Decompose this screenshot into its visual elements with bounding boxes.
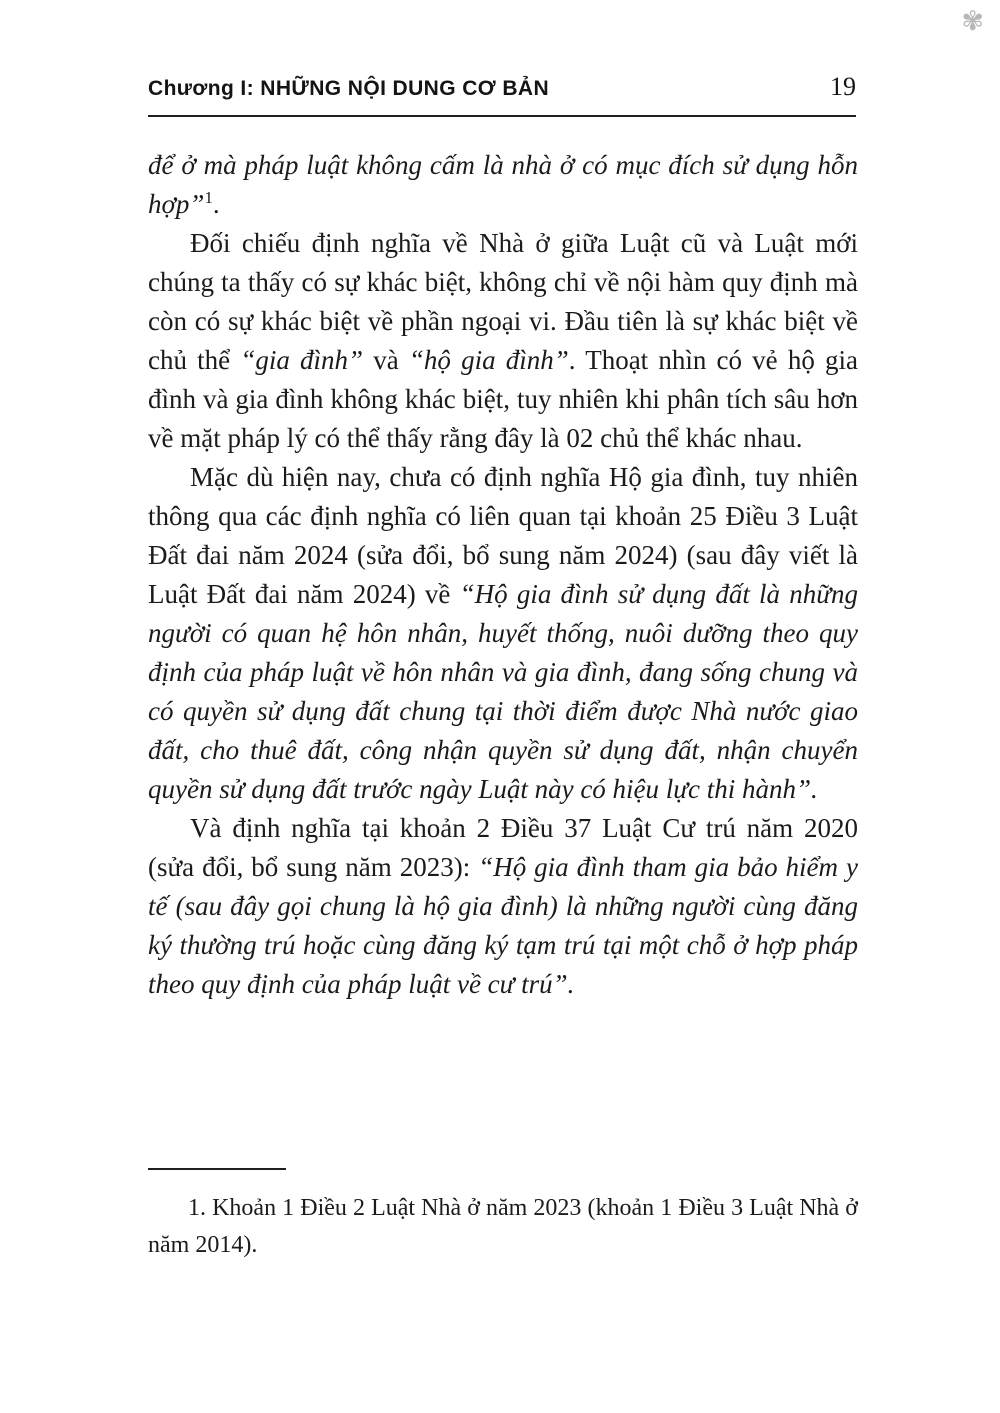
body-text: [148, 146, 858, 1004]
text-run: “hộ gia đình”: [408, 345, 569, 375]
text-run: để ở mà pháp luật không cấm là nhà ở có mục đích sử dụng hỗn hợp”: [148, 150, 858, 219]
paragraph: [148, 458, 858, 809]
page-header: [148, 72, 856, 117]
text-run: “Hộ gia đình sử dụng đất là những người có quan hệ hôn nhân, huyết thống, nuôi dưỡng theo quy định của pháp luật về hôn nhân và gia đình, đang sống chung và có quyền sử dụng đất chung tại thời điểm được Nhà nước giao đất, cho thuê đất, công nhận quyền sử dụng đất, nhận chuyển quyền sử dụng đất trước ngày Luật này có hiệu lực thi hành”.: [148, 579, 858, 804]
page-number: 19: [830, 72, 856, 101]
paragraph: [148, 224, 858, 458]
paragraph: [148, 146, 858, 224]
chapter-title: Chương I: NHỮNG NỘI DUNG CƠ BẢN: [148, 77, 550, 100]
flower-icon: ✾: [961, 6, 984, 37]
text-run: “Hộ gia đình tham gia bảo hiểm y tế (sau đây gọi chung là hộ gia đình) là những người cùng đăng ký thường trú hoặc cùng đăng ký tạm trú tại một chỗ ở hợp pháp theo quy định của pháp luật về cư trú”.: [148, 852, 858, 999]
paragraph: [148, 809, 858, 1004]
text-run: “gia đình”: [240, 345, 364, 375]
footnote-text: 1. Khoản 1 Điều 2 Luật Nhà ở năm 2023 (khoản 1 Điều 3 Luật Nhà ở năm 2014).: [148, 1195, 858, 1258]
footnote-reference: 1: [204, 188, 213, 207]
footnote-separator: [148, 1168, 286, 1170]
text-run: .: [212, 189, 220, 219]
text-run: Và định nghĩa tại khoản 2 Điều 37 Luật Cư trú năm 2020 (sửa đổi, bổ sung năm 2023):: [148, 813, 858, 882]
text-run: và: [363, 345, 409, 375]
text-run: Mặc dù hiện nay, chưa có định nghĩa Hộ gia đình, tuy nhiên thông qua các định nghĩa có liên quan tại khoản 25 Điều 3 Luật Đất đai năm 2024 (sửa đổi, bổ sung năm 2024) (sau đây viết là Luật Đất đai năm 2024) về: [148, 462, 858, 609]
footnote-area: [148, 1168, 858, 1264]
text-run: . Thoạt nhìn có vẻ hộ gia đình và gia đình không khác biệt, tuy nhiên khi phân tích sâu hơn về mặt pháp lý có thể thấy rằng đây là 02 chủ thể khác nhau.: [148, 345, 858, 453]
text-run: Đối chiếu định nghĩa về Nhà ở giữa Luật cũ và Luật mới chúng ta thấy có sự khác biệt, không chỉ về nội hàm quy định mà còn có sự khác biệt về phần ngoại vi. Đầu tiên là sự khác biệt về chủ thể: [148, 228, 858, 375]
